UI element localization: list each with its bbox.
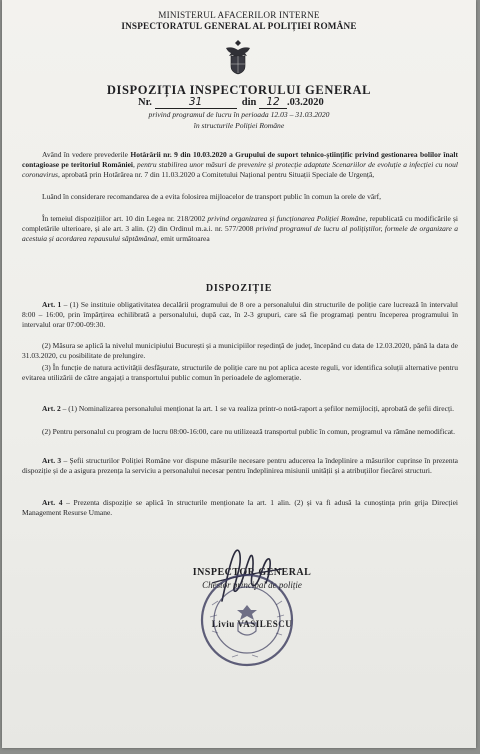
article-2-label: Art. 2 <box>42 404 61 413</box>
article-3-text: – Șefii structurilor Poliției Române vor dispune măsurile necesare pentru aducerea la îndeplinire a măsurilor cuprinse în prezenta dispoziție și de a asigura prezența la serviciu a personalului necesar pentru îndeplinirea misiunii unității și a atribuțiilor fiecărei structuri. <box>22 456 458 476</box>
date-rest: .03.2020 <box>287 97 324 108</box>
article-1-text-2: (2) Măsura se aplică la nivelul municipiului București și a municipiilor reședință de județ, începând cu data de 12.03.2020, până la data de 31.03.2020, cu posibilitate de prelungire. <box>22 341 458 361</box>
preamble-paragraph-1 <box>22 150 458 181</box>
article-4-label: Art. 4 <box>42 498 63 507</box>
signature-rank: Chestor principal de poliție <box>202 580 302 590</box>
article-2-text-2: (2) Pentru personalul cu program de lucru 08:00-16:00, care nu utilizează transportul public în comun, programul va rămâne nemodificat. <box>42 427 455 436</box>
preamble-1-text: Având în vedere prevederile <box>42 150 131 159</box>
article-1-text-1: – (1) Se instituie obligativitatea decalării programului de 8 ore a personalului din structurile de poliție care lucrează în intervalul 8:00 – 16:00, prin împărțirea echilibrată a personalului, după caz, în 2-3 grupuri, care să fie programați pentru începerea programului în intervalul orar 07:00-09:30. <box>22 300 459 330</box>
ministry-header: MINISTERUL AFACERILOR INTERNE <box>158 10 320 20</box>
preamble-2-text: Luând în considerare recomandarea de a evita folosirea mijloacelor de transport public în comun la orele de vârf, <box>42 192 382 201</box>
article-1-paragraph-1 <box>22 300 458 331</box>
preamble-3-order-title: privind programul de lucru al polițiștilor, formele de organizare a acestuia și acordarea repausului săptămânal <box>22 224 458 244</box>
signature-name: Liviu VASILESCU <box>211 619 293 629</box>
inspectorate-header: INSPECTORATUL GENERAL AL POLIȚIEI ROMÂNE <box>121 21 357 31</box>
preamble-1-hotarare: Hotărârii nr. 9 din 10.03.2020 a Grupului de suport tehnico-științific privind gestionarea bolilor înalt contagioase pe teritoriul României <box>22 150 458 170</box>
romania-coat-of-arms-icon <box>223 38 253 76</box>
signature-role: INSPECTOR GENERAL <box>192 567 312 578</box>
preamble-3-order: , republicată cu modificările și completările ulterioare, și ale art. 3 alin. (2) din Ordinul m.a.i. nr. 577/2008 <box>22 214 459 234</box>
date-day: 12 <box>259 96 287 109</box>
article-1-paragraph-3 <box>22 363 458 383</box>
nr-label: Nr. <box>138 97 152 108</box>
preamble-3-closing: , emit următoarea <box>157 234 210 244</box>
document-number-line <box>138 96 324 109</box>
subtitle-period: privind programul de lucru în perioada 12.03 – 31.03.2020 <box>148 110 330 119</box>
preamble-paragraph-2 <box>22 192 458 202</box>
document-title: DISPOZIȚIA INSPECTORULUI GENERAL <box>106 83 372 97</box>
section-title: DISPOZIȚIE <box>205 283 273 294</box>
article-2-paragraph-1 <box>22 404 458 414</box>
article-1-text-3: (3) În funcție de natura activității desfășurate, structurile de poliție care nu pot aplica aceste reguli, vor identifica soluții alternative pentru evitarea utilizării de către angajați a transportului public comun în perioadele de aglomerație. <box>22 363 458 383</box>
official-round-stamp <box>192 565 302 675</box>
preamble-1-approval: aprobată prin Hotărârea nr. 7 din 11.03.2020 a Comitetului Național pentru Situații Speciale de Urgență, <box>59 170 375 180</box>
preamble-1-purpose: , pentru stabilirea unor măsuri de prevenire și protecție adaptate Scenariilor de evoluție a infecției cu noul coronavirus, <box>22 160 458 180</box>
subtitle-structures: în structurile Poliției Române <box>193 121 285 130</box>
preamble-paragraph-3 <box>22 214 458 245</box>
article-1-label: Art. 1 <box>42 300 62 309</box>
article-2-text-1: – (1) Nominalizarea personalului menționat la art. 1 se va realiza printr-o notă-raport a șefilor nemijlociți, aprobată de șefii direcți. <box>60 404 454 413</box>
document-number: 31 <box>155 96 237 109</box>
article-4-paragraph <box>22 498 458 518</box>
din-label: din <box>241 97 257 108</box>
article-2-paragraph-2 <box>22 427 458 437</box>
document-page <box>2 0 476 748</box>
preamble-3-text: În temeiul dispozițiilor art. 10 din Legea nr. 218/2002 <box>42 214 208 223</box>
article-1-paragraph-2 <box>22 341 458 361</box>
article-4-text: – Prezenta dispoziție se aplică în structurile menționate la art. 1 alin. (2) și va fi adusă la cunoștința prin grija Direcției Management Resurse Umane. <box>22 498 458 518</box>
preamble-3-law-title: privind organizarea și funcționarea Poliției Române <box>207 214 366 223</box>
article-3-label: Art. 3 <box>42 456 62 465</box>
article-3-paragraph <box>22 456 458 476</box>
